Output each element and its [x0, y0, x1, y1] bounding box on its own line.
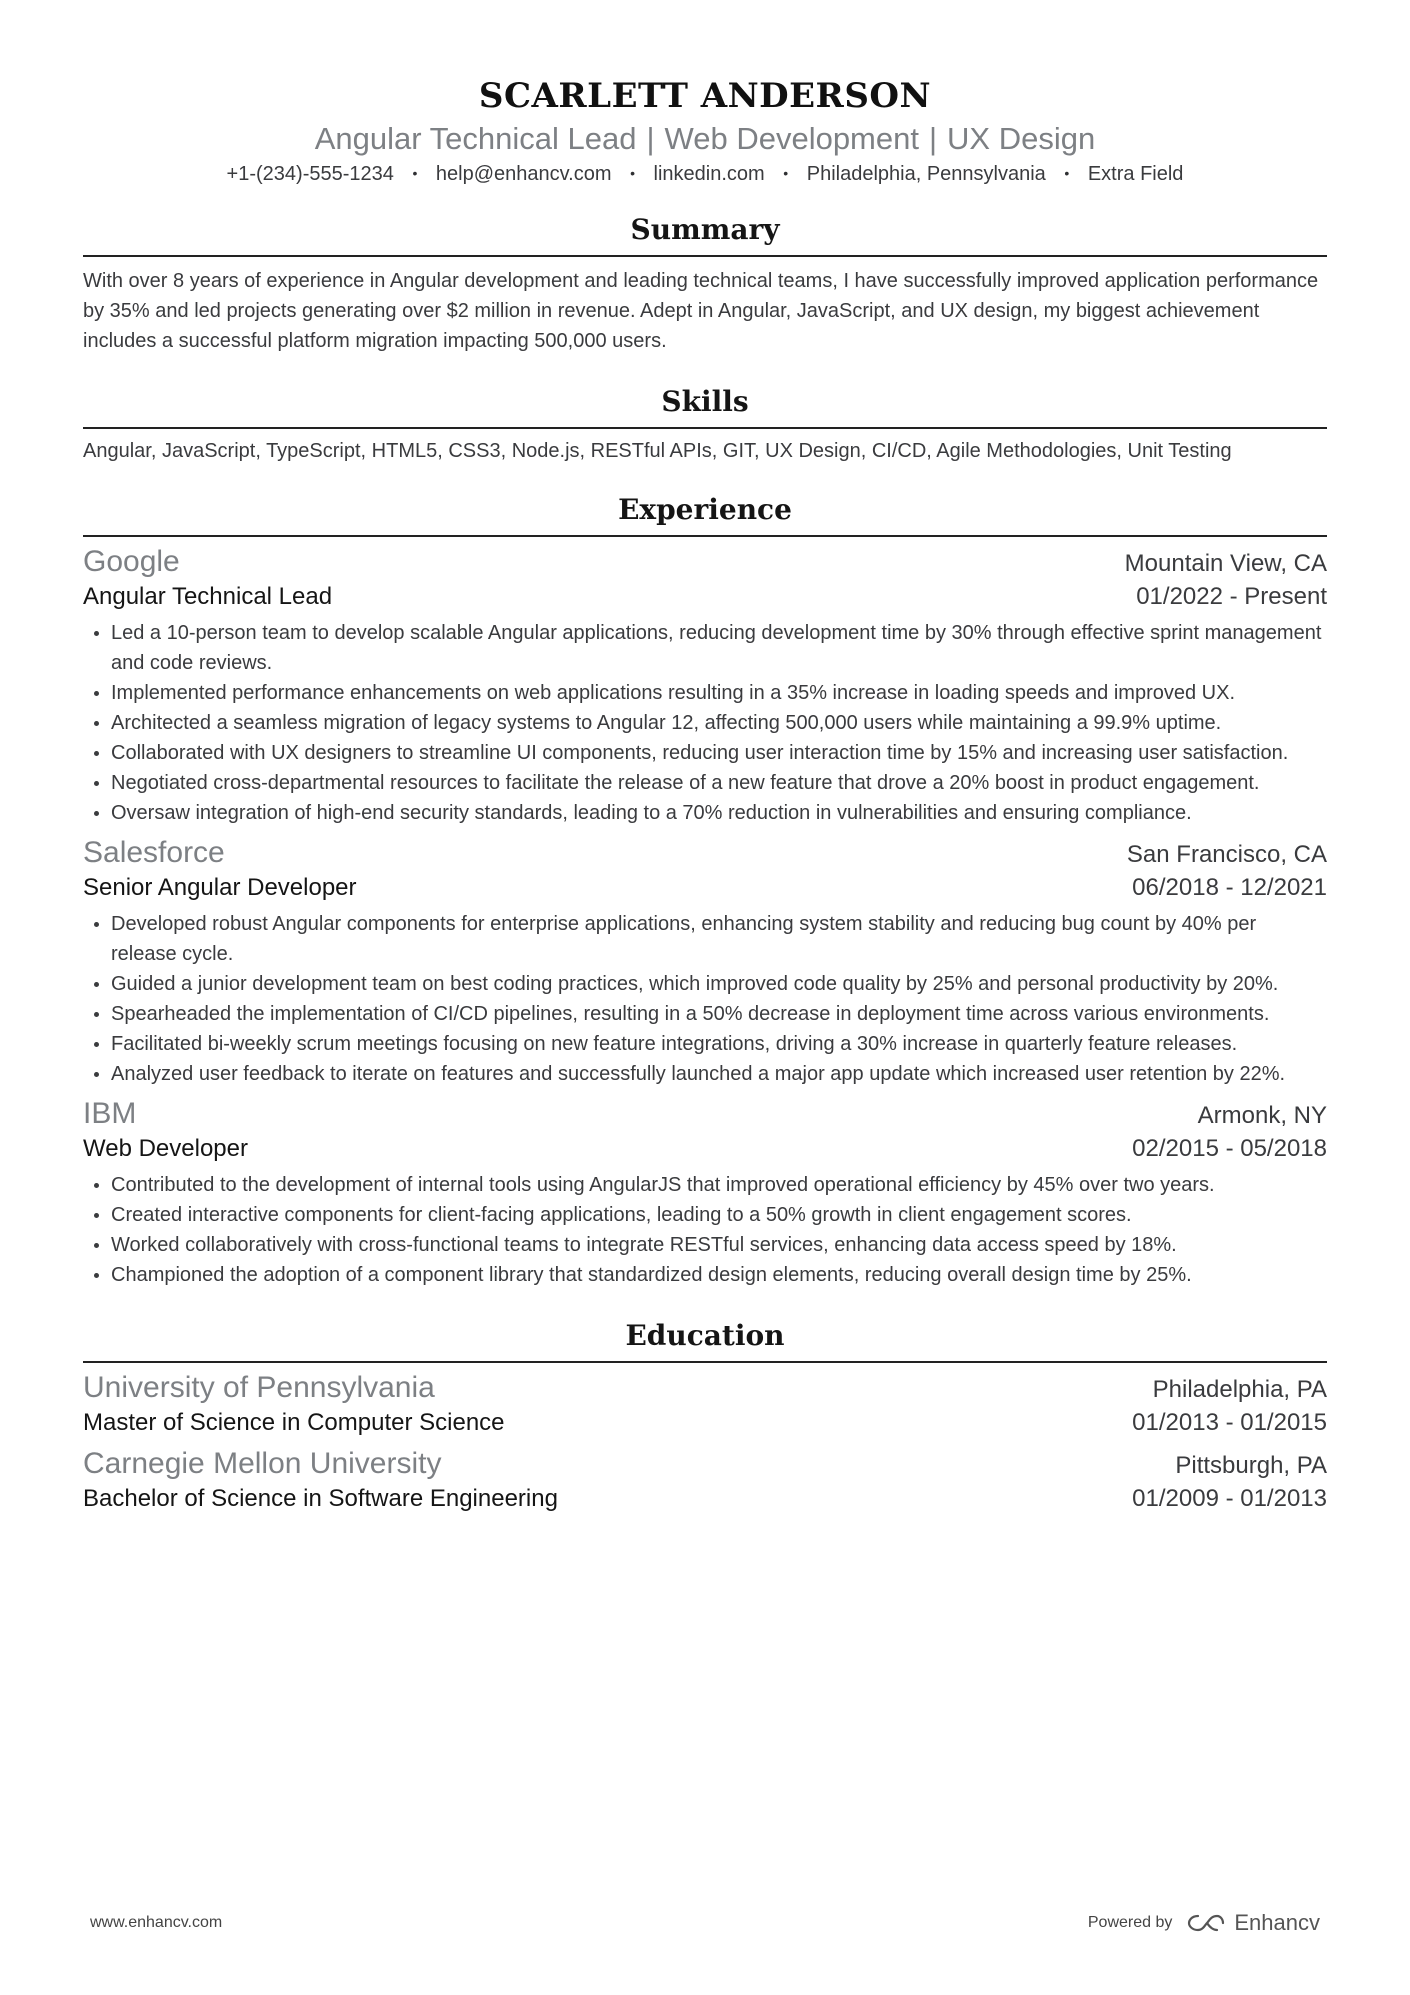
- education-section: [83, 1316, 1327, 1515]
- entry-header: [83, 543, 1327, 581]
- entry-header: [83, 1369, 1327, 1407]
- list-item: Facilitated bi-weekly scrum meetings focusing on new feature integrations, driving a 30% increase in quarterly feature releases.: [83, 1029, 1327, 1059]
- entry-header: [83, 1445, 1327, 1483]
- entry-subheader: [83, 581, 1327, 613]
- list-item: Architected a seamless migration of legacy systems to Angular 12, affecting 500,000 users while maintaining a 99.9% uptime.: [83, 708, 1327, 738]
- job-dates: 02/2015 - 05/2018: [1132, 1135, 1327, 1162]
- achievement-list: [83, 909, 1327, 1089]
- candidate-name: SCARLETT ANDERSON: [478, 76, 932, 116]
- list-item: Spearheaded the implementation of CI/CD pipelines, resulting in a 50% decrease in deployment time across various environments.: [83, 999, 1327, 1029]
- experience-entry: [83, 543, 1327, 828]
- degree: Bachelor of Science in Software Engineering: [83, 1485, 558, 1512]
- list-item: Implemented performance enhancements on web applications resulting in a 35% increase in loading speeds and improved UX.: [83, 678, 1327, 708]
- contact-linkedin[interactable]: linkedin.com: [653, 163, 765, 185]
- list-item: Collaborated with UX designers to streamline UI components, reducing user interaction time by 15% and increasing user satisfaction.: [83, 738, 1327, 768]
- summary-text: With over 8 years of experience in Angular development and leading technical teams, I have successfully improved application performance by 35% and led projects generating over $2 million in revenue. Adept in Angular, JavaScript, and UX design, my biggest achievement includes a successful platform migration impacting 500,000 users.: [83, 270, 1319, 352]
- company-location: Armonk, NY: [1197, 1102, 1327, 1129]
- company-name: Google: [83, 545, 180, 578]
- entry-header: [83, 834, 1327, 872]
- page-footer: [90, 1910, 1320, 1936]
- job-title: Senior Angular Developer: [83, 874, 357, 901]
- footer-website-link[interactable]: www.enhancv.com: [90, 1914, 223, 1931]
- enhancv-logo-icon: [1186, 1912, 1226, 1934]
- headline-title-1: Angular Technical Lead: [314, 121, 637, 156]
- education-entry: [83, 1369, 1327, 1439]
- company-name: IBM: [83, 1097, 137, 1130]
- list-item: Developed robust Angular components for enterprise applications, enhancing system stability and reducing bug count by 40% per release cycle.: [83, 909, 1327, 969]
- school-name: University of Pennsylvania: [83, 1371, 435, 1404]
- list-item: Negotiated cross-departmental resources to facilitate the release of a new feature that drove a 20% boost in product engagement.: [83, 768, 1327, 798]
- resume-header: [83, 0, 1327, 188]
- summary-heading: Summary: [630, 213, 780, 246]
- education-dates: 01/2009 - 01/2013: [1132, 1485, 1327, 1512]
- education-entry: [83, 1445, 1327, 1515]
- powered-by: [1088, 1910, 1320, 1936]
- experience-heading: Experience: [618, 493, 792, 526]
- list-item: Worked collaboratively with cross-functional teams to integrate RESTful services, enhancing data access speed by 18%.: [83, 1230, 1327, 1260]
- skills-heading: Skills: [661, 385, 749, 418]
- school-location: Philadelphia, PA: [1152, 1376, 1327, 1403]
- entry-subheader: [83, 1133, 1327, 1165]
- job-dates: 01/2022 - Present: [1136, 583, 1327, 610]
- list-item: Contributed to the development of internal tools using AngularJS that improved operational efficiency by 45% over two years.: [83, 1170, 1327, 1200]
- contact-line: [83, 159, 1327, 188]
- skills-list: Angular, JavaScript, TypeScript, HTML5, CSS3, Node.js, RESTful APIs, GIT, UX Design, CI/CD, Agile Methodologies, Unit Testing: [83, 440, 1232, 462]
- entry-subheader: [83, 1407, 1327, 1439]
- experience-entry: [83, 1095, 1327, 1290]
- section-divider: [83, 427, 1327, 429]
- list-item: Created interactive components for client-facing applications, leading to a 50% growth in client engagement scores.: [83, 1200, 1327, 1230]
- contact-phone: +1-(234)-555-1234: [226, 163, 394, 185]
- contact-extra-field: Extra Field: [1087, 163, 1184, 185]
- entry-subheader: [83, 872, 1327, 904]
- entry-subheader: [83, 1483, 1327, 1515]
- enhancv-brand-name: Enhancv: [1234, 1910, 1320, 1935]
- education-dates: 01/2013 - 01/2015: [1132, 1409, 1327, 1436]
- contact-email[interactable]: help@enhancv.com: [435, 163, 612, 185]
- job-dates: 06/2018 - 12/2021: [1132, 874, 1327, 901]
- list-item: Guided a junior development team on best coding practices, which improved code quality by 25% and personal productivity by 20%.: [83, 969, 1327, 999]
- experience-entry: [83, 834, 1327, 1089]
- list-item: Analyzed user feedback to iterate on features and successfully launched a major app update which increased user retention by 22%.: [83, 1059, 1327, 1089]
- list-item: Championed the adoption of a component library that standardized design elements, reducing overall design time by 25%.: [83, 1260, 1327, 1290]
- skills-section: [83, 382, 1327, 465]
- summary-section: [83, 210, 1327, 356]
- job-title: Web Developer: [83, 1135, 248, 1162]
- powered-by-label: Powered by: [1087, 1914, 1173, 1931]
- entry-header: [83, 1095, 1327, 1133]
- list-item: Led a 10-person team to develop scalable Angular applications, reducing development time by 30% through effective sprint management and code reviews.: [83, 618, 1327, 678]
- enhancv-logo[interactable]: [1186, 1910, 1320, 1936]
- experience-section: [83, 490, 1327, 1290]
- headline-title-2: Web Development: [664, 121, 919, 156]
- headline-title-3: UX Design: [947, 121, 1096, 156]
- achievement-list: [83, 618, 1327, 828]
- company-location: Mountain View, CA: [1124, 550, 1327, 577]
- company-name: Salesforce: [83, 836, 225, 869]
- job-title: Angular Technical Lead: [83, 583, 333, 610]
- education-heading: Education: [625, 1319, 785, 1352]
- contact-separator: •: [412, 165, 418, 181]
- list-item: Oversaw integration of high-end security standards, leading to a 70% reduction in vulnerabilities and ensuring compliance.: [83, 798, 1327, 828]
- degree: Master of Science in Computer Science: [83, 1409, 505, 1436]
- headline: [83, 119, 1327, 159]
- school-name: Carnegie Mellon University: [83, 1447, 442, 1480]
- section-divider: [83, 1361, 1327, 1363]
- contact-location: Philadelphia, Pennsylvania: [806, 163, 1046, 185]
- school-location: Pittsburgh, PA: [1175, 1452, 1327, 1479]
- company-location: San Francisco, CA: [1126, 841, 1327, 868]
- contact-separator: •: [1064, 165, 1070, 181]
- headline-separator: |: [928, 121, 938, 156]
- contact-separator: •: [783, 165, 789, 181]
- achievement-list: [83, 1170, 1327, 1290]
- section-divider: [83, 255, 1327, 257]
- headline-separator: |: [646, 121, 655, 156]
- contact-separator: •: [630, 165, 635, 181]
- section-divider: [83, 535, 1327, 537]
